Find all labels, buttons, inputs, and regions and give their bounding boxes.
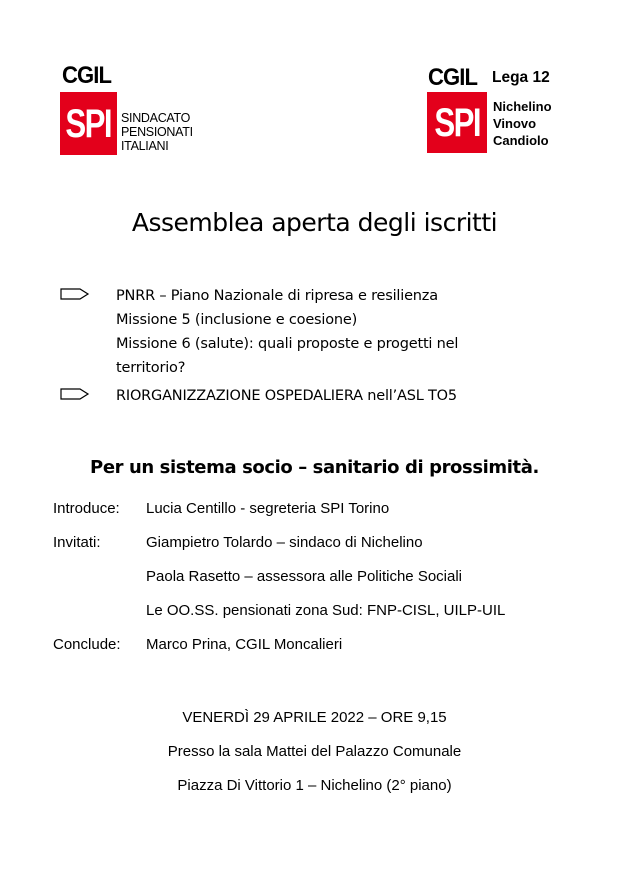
page-title: Assemblea aperta degli iscritti [131,208,498,237]
topic-line: territorio? [116,360,186,376]
participant-name: Paola Rasetto – assessora alle Politiche Sociali [146,568,463,585]
logo-left-subtitle: SINDACATO PENSIONATI ITALIANI [121,111,193,153]
logo-right [427,66,577,158]
topic-item [60,384,600,408]
participant-name: Le OO.SS. pensionati zona Sud: FNP-CISL, UILP-UIL [146,602,506,619]
participant-role: Introduce: [53,500,120,517]
topic-list [60,284,600,408]
subtitle: Per un sistema socio – sanitario di prossimità. [90,457,539,478]
participant-name: Lucia Centillo - segreteria SPI Torino [146,500,390,517]
logo-right-places: Nichelino Vinovo Candiolo [493,99,552,148]
participant-role: Invitati: [53,534,101,551]
logo-right-cgil: CGIL [428,64,478,91]
logo-left-spi: SPI [60,92,117,155]
topic-item [60,284,600,380]
arrow-right-icon [60,384,116,408]
arrow-right-icon [60,284,116,380]
topic-line: Missione 6 (salute): quali proposte e progetti nel [116,336,459,352]
participant-role: Conclude: [53,636,121,653]
participant-name: Giampietro Tolardo – sindaco di Nichelino [146,534,423,551]
logo-left-cgil: CGIL [62,62,112,89]
participant-name: Marco Prina, CGIL Moncalieri [146,636,343,653]
topic-line: RIORGANIZZAZIONE OSPEDALIERA nell’ASL TO5 [116,388,457,404]
topic-line: Missione 5 (inclusione e coesione) [116,312,358,328]
event-venue: Presso la sala Mattei del Palazzo Comunale [167,743,462,760]
event-address: Piazza Di Vittorio 1 – Nichelino (2° piano) [177,777,452,794]
logo-right-lega: Lega 12 [492,69,550,86]
event-date: VENERDÌ 29 APRILE 2022 – ORE 9,15 [182,709,447,726]
logo-right-spi: SPI [427,92,487,153]
logo-left [60,64,200,160]
topic-line: PNRR – Piano Nazionale di ripresa e resilienza [116,288,438,304]
